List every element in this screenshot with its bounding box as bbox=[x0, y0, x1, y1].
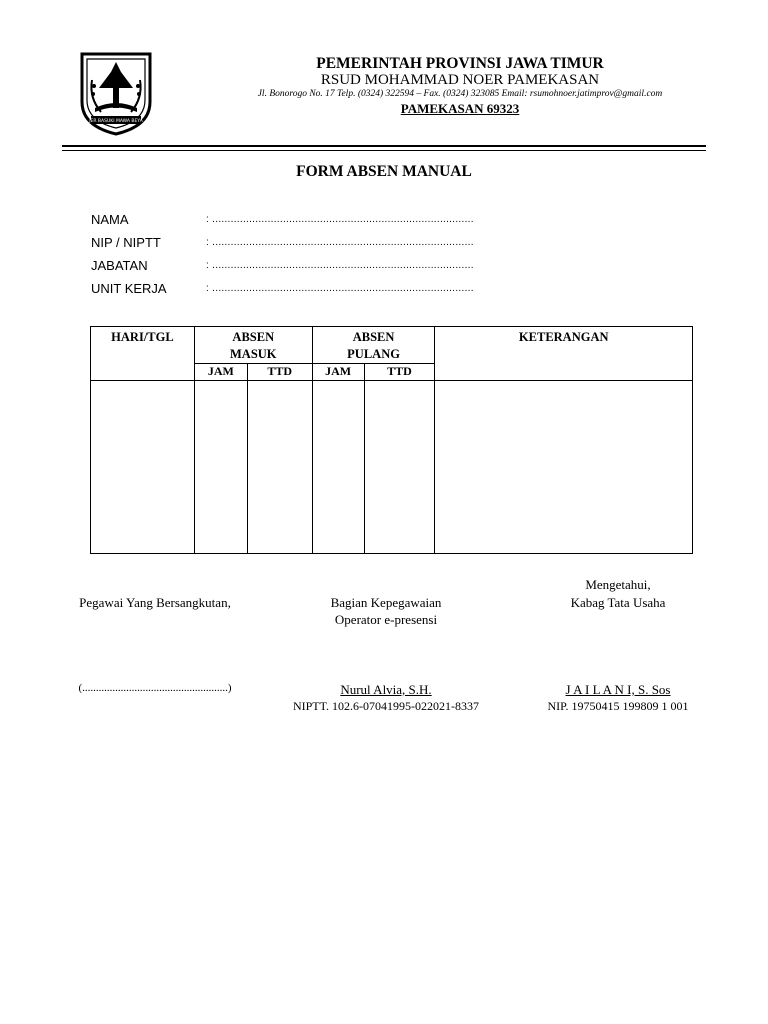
hospital-address: Jl. Bonorogo No. 17 Telp. (0324) 322594 – Fax. (0324) 323085 Email: rsumohnoer.jatimprov@gmail.com bbox=[257, 89, 663, 99]
cell-masuk-jam bbox=[194, 381, 247, 554]
logo-motto: JER BASUKI MAWA BEYA bbox=[89, 119, 143, 124]
letterhead-divider-thin bbox=[62, 150, 706, 151]
staff-department-label: Bagian Kepegawaian bbox=[330, 595, 442, 610]
field-blank-nama: : ..................................................................................... bbox=[206, 214, 474, 225]
staff-id: NIPTT. 102.6-07041995-022021-8337 bbox=[292, 699, 480, 713]
field-blank-jabatan: : ..................................................................................... bbox=[206, 260, 474, 271]
head-id: NIP. 19750415 199809 1 001 bbox=[547, 699, 689, 713]
cell-keterangan bbox=[435, 381, 693, 554]
field-label-jabatan: JABATAN bbox=[91, 258, 148, 273]
employee-signature-blank: (.....................................................) bbox=[78, 682, 232, 694]
city-postcode: PAMEKASAN 69323 bbox=[400, 101, 520, 116]
table-row bbox=[91, 381, 693, 554]
field-label-nip: NIP / NIPTT bbox=[91, 235, 161, 250]
header-absen-pulang: ABSEN PULANG bbox=[312, 327, 435, 364]
subheader-masuk-ttd: TTD bbox=[247, 364, 312, 381]
cell-pulang-jam bbox=[312, 381, 364, 554]
field-label-unit-kerja: UNIT KERJA bbox=[91, 281, 167, 296]
subheader-pulang-jam: JAM bbox=[312, 364, 364, 381]
subheader-pulang-ttd: TTD bbox=[364, 364, 435, 381]
staff-name: Nurul Alvia, S.H. bbox=[340, 682, 432, 697]
header-absen-masuk: ABSEN MASUK bbox=[194, 327, 312, 364]
field-blank-nip: : ..................................................................................... bbox=[206, 237, 474, 248]
cell-pulang-ttd bbox=[364, 381, 435, 554]
form-title: FORM ABSEN MANUAL bbox=[296, 163, 472, 180]
field-blank-unit-kerja: : ..................................................................................... bbox=[206, 283, 474, 294]
hospital-name: RSUD MOHAMMAD NOER PAMEKASAN bbox=[320, 72, 600, 88]
cell-masuk-ttd bbox=[247, 381, 312, 554]
head-title-label: Kabag Tata Usaha bbox=[570, 595, 666, 610]
attendance-table bbox=[90, 326, 693, 554]
employee-signature-label: Pegawai Yang Bersangkutan, bbox=[79, 595, 231, 610]
header-keterangan: KETERANGAN bbox=[435, 327, 693, 381]
cell-hari-tgl bbox=[91, 381, 195, 554]
field-label-nama: NAMA bbox=[91, 212, 129, 227]
subheader-masuk-jam: JAM bbox=[194, 364, 247, 381]
letterhead-divider-thick bbox=[62, 145, 706, 147]
staff-role-label: Operator e-presensi bbox=[334, 612, 438, 627]
header-hari-tgl: HARI/TGL bbox=[91, 327, 195, 381]
head-name: J A I L A N I, S. Sos bbox=[565, 682, 671, 697]
east-java-emblem-logo bbox=[77, 50, 155, 136]
approval-label: Mengetahui, bbox=[585, 577, 651, 592]
government-heading: PEMERINTAH PROVINSI JAWA TIMUR bbox=[316, 55, 604, 72]
